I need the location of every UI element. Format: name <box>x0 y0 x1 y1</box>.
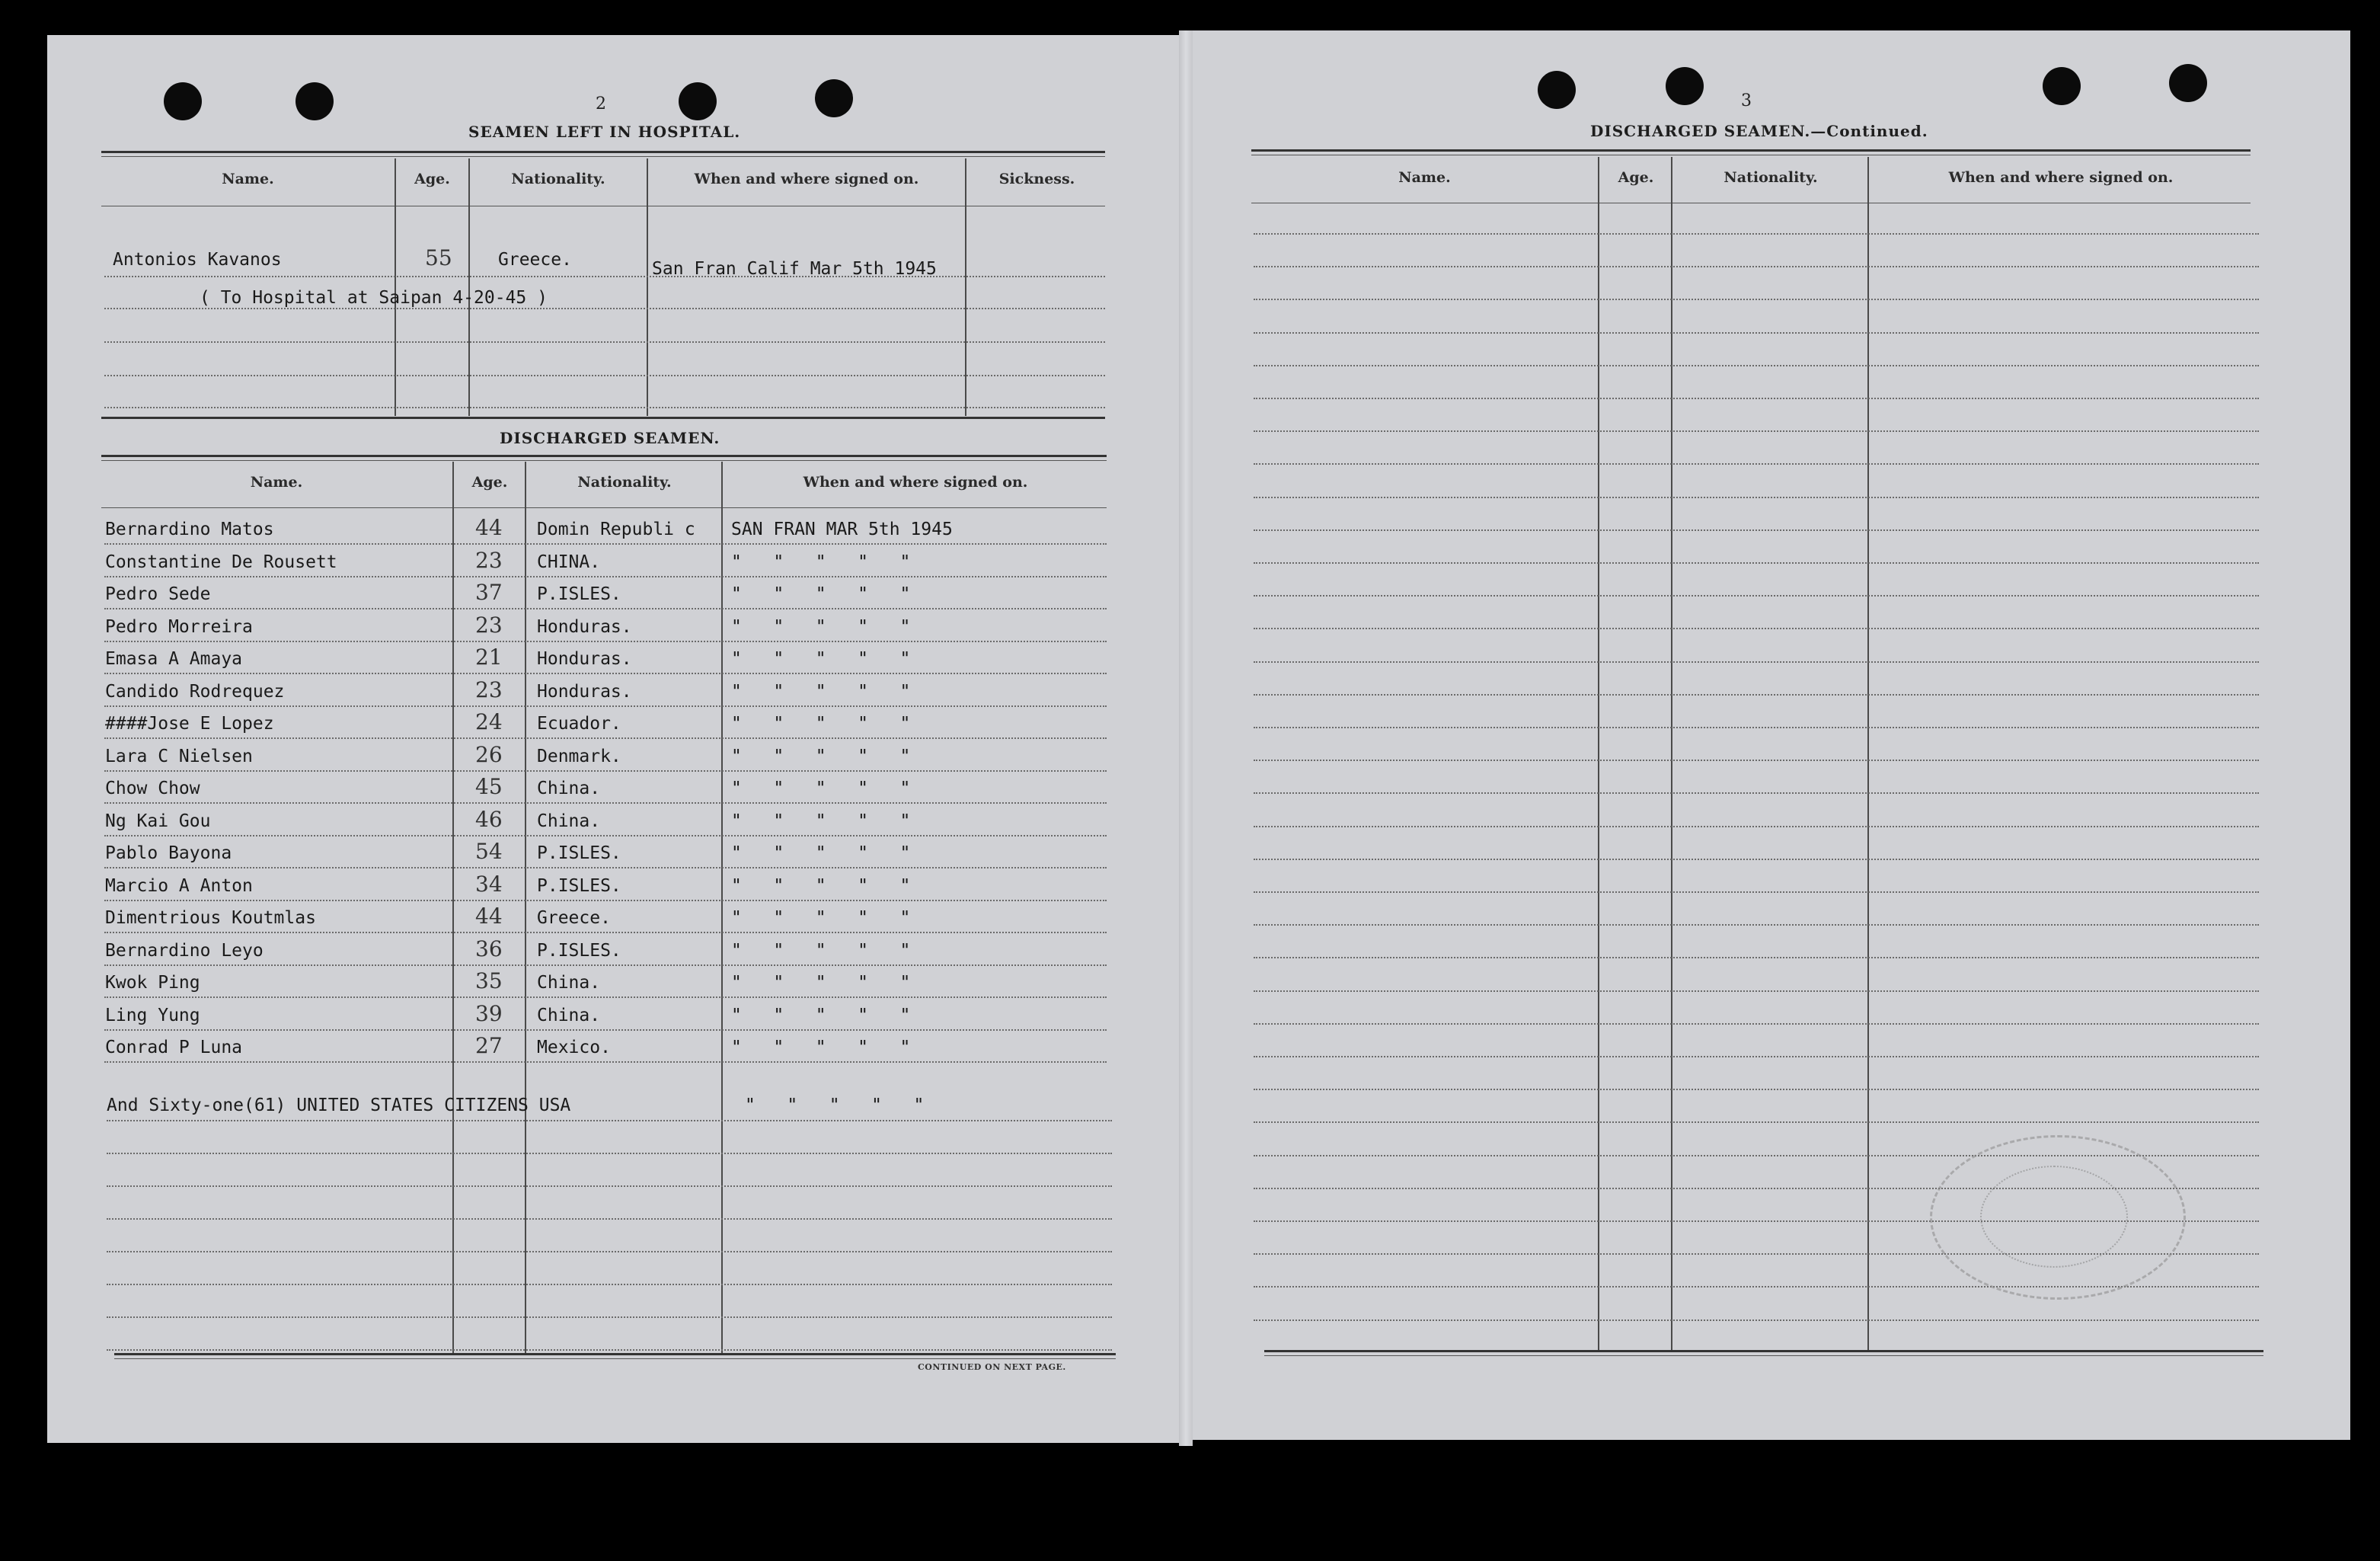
ruled-line <box>1254 529 2259 531</box>
discharged-nationality: P.ISLES. <box>537 940 621 961</box>
discharged-signed-on: " " " " " <box>731 584 911 604</box>
discharged-age: 39 <box>475 1000 503 1026</box>
rule <box>101 151 1105 153</box>
discharged-signed-on: " " " " " <box>731 746 911 766</box>
punch-hole <box>1666 67 1704 105</box>
discharged-nationality: P.ISLES. <box>537 875 621 896</box>
left-page <box>47 35 1188 1443</box>
discharged-signed-on: " " " " " <box>731 875 911 896</box>
discharged-name: Dimentrious Koutmlas <box>105 908 316 928</box>
rule <box>101 455 1107 457</box>
discharged-nationality: China. <box>537 1005 601 1025</box>
ruled-line <box>1254 859 2259 860</box>
ruled-line <box>104 543 1107 545</box>
column-divider <box>1671 157 1672 1351</box>
col-header-name: Name. <box>1398 169 1451 186</box>
discharged-nationality: Domin Republi c <box>537 520 695 539</box>
ruled-line <box>1254 233 2259 235</box>
ruled-line <box>104 641 1107 642</box>
discharged-nationality: P.ISLES. <box>537 843 621 863</box>
discharged-name: Pedro Sede <box>105 584 211 604</box>
discharged-name: Candido Rodrequez <box>105 681 285 702</box>
rule <box>1264 1355 2263 1356</box>
discharged-age: 37 <box>475 580 503 605</box>
discharged-name: Emasa A Amaya <box>105 649 243 669</box>
ruled-line <box>1254 299 2259 300</box>
ruled-line <box>104 407 1105 408</box>
ruled-line <box>107 1218 1112 1220</box>
hospital-nationality: Greece. <box>498 250 572 270</box>
ruled-line <box>1254 1089 2259 1090</box>
discharged-name: Pedro Morreira <box>105 616 253 637</box>
ruled-line <box>104 996 1107 998</box>
discharged-signed-on: " " " " " <box>731 973 911 993</box>
discharged-nationality: China. <box>537 779 601 798</box>
rule <box>101 460 1107 461</box>
ruled-line <box>1254 891 2259 893</box>
discharged-name: Bernardino Leyo <box>105 940 264 961</box>
discharged-nationality: Denmark. <box>537 746 621 766</box>
punch-hole <box>296 82 334 120</box>
discharged-name: Constantine De Rousett <box>105 552 337 572</box>
ruled-line <box>104 576 1107 577</box>
ruled-line <box>1254 1056 2259 1057</box>
page-fold <box>1179 30 1193 1446</box>
col-header-nationality: Nationality. <box>1724 169 1818 186</box>
ruled-line <box>104 705 1107 707</box>
ruled-line <box>107 1185 1112 1187</box>
discharged-age: 46 <box>475 806 503 832</box>
discharged-signed-on: " " " " " <box>731 843 911 863</box>
ruled-line <box>104 308 1105 309</box>
rule <box>1251 149 2251 152</box>
discharged-age: 45 <box>475 774 503 799</box>
discharged-age: 26 <box>475 741 503 767</box>
col-header-signed-on: When and where signed on. <box>1948 169 2174 186</box>
discharged-nationality: Honduras. <box>537 681 632 702</box>
discharged-signed-on: " " " " " <box>731 681 911 702</box>
ruled-line <box>104 932 1107 933</box>
discharged-signed-on: " " " " " <box>731 552 911 572</box>
ruled-line <box>1254 365 2259 366</box>
discharged-signed-on: " " " " " <box>731 649 911 669</box>
discharged-age: 24 <box>475 709 503 734</box>
rule <box>1264 1350 2263 1352</box>
punch-hole <box>679 82 717 120</box>
discharged-name: Marcio A Anton <box>105 875 253 896</box>
discharged-age: 23 <box>475 677 503 702</box>
column-divider <box>395 158 396 416</box>
ruled-line <box>1254 1319 2259 1321</box>
ruled-line <box>1254 628 2259 629</box>
column-divider <box>1598 157 1599 1351</box>
col-header-sickness: Sickness. <box>998 171 1075 187</box>
ruled-line <box>1254 990 2259 992</box>
rule <box>114 1353 1116 1355</box>
discharged-nationality: Mexico. <box>537 1038 611 1057</box>
ruled-line <box>1254 463 2259 465</box>
column-divider <box>452 462 454 1355</box>
ruled-line <box>1254 957 2259 958</box>
discharged-age: 44 <box>475 904 503 929</box>
col-header-signed-on: When and where signed on. <box>694 171 919 187</box>
discharged-signed-on: " " " " " <box>731 1038 911 1057</box>
col-header-age: Age. <box>1618 169 1654 186</box>
discharged-name: Bernardino Matos <box>105 520 274 539</box>
discharged-age: 54 <box>475 839 503 864</box>
hospital-note: ( To Hospital at Saipan 4-20-45 ) <box>200 288 548 308</box>
ruled-line <box>107 1120 1112 1121</box>
discharged-age: 23 <box>475 547 503 573</box>
ruled-line <box>104 770 1107 772</box>
ruled-line <box>104 737 1107 739</box>
left-page-number: 2 <box>596 94 606 114</box>
ruled-line <box>1254 595 2259 597</box>
ruled-line <box>104 867 1107 868</box>
discharged-signed-on: SAN FRAN MAR 5th 1945 <box>731 520 953 539</box>
discharged-signed-on: " " " " " <box>731 714 911 734</box>
ruled-line <box>104 276 1105 277</box>
ruled-line <box>107 1251 1112 1252</box>
col-header-age: Age. <box>471 474 508 491</box>
discharged-section-title: DISCHARGED SEAMEN. <box>500 429 720 447</box>
column-divider <box>965 158 966 416</box>
ruled-line <box>1254 792 2259 794</box>
hospital-signed-on: San Fran Calif Mar 5th 1945 <box>652 259 937 279</box>
discharged-name: Conrad P Luna <box>105 1038 243 1057</box>
ruled-line <box>104 341 1105 343</box>
ruled-line <box>1254 760 2259 761</box>
ruled-line <box>1254 497 2259 498</box>
right-section-title: DISCHARGED SEAMEN.—Continued. <box>1590 122 1928 140</box>
discharged-age: 44 <box>475 515 503 540</box>
ruled-line <box>104 1061 1107 1063</box>
discharged-signed-on: " " " " " <box>731 779 911 798</box>
punch-hole <box>2043 67 2081 105</box>
punch-hole <box>164 82 202 120</box>
ruled-line <box>1254 826 2259 827</box>
column-divider <box>721 462 723 1355</box>
col-header-name: Name. <box>222 171 274 187</box>
right-page-number: 3 <box>1741 91 1752 110</box>
punch-hole <box>1538 71 1576 109</box>
discharged-name: Kwok Ping <box>105 973 200 993</box>
discharged-name: Chow Chow <box>105 779 200 798</box>
discharged-name: Pablo Bayona <box>105 843 232 863</box>
ruled-line <box>1254 1023 2259 1025</box>
discharged-name: Ling Yung <box>105 1005 200 1025</box>
summary-marks: " " " " " <box>745 1096 925 1115</box>
hospital-name: Antonios Kavanos <box>113 250 282 270</box>
discharged-nationality: China. <box>537 973 601 993</box>
ruled-line <box>1254 332 2259 334</box>
ruled-line <box>104 608 1107 609</box>
ruled-line <box>104 900 1107 901</box>
continued-footer: CONTINUED ON NEXT PAGE. <box>918 1362 1066 1372</box>
punch-hole <box>2169 64 2207 102</box>
discharged-age: 27 <box>475 1033 503 1058</box>
ruled-line <box>1254 661 2259 663</box>
hospital-age: 55 <box>425 245 452 270</box>
col-header-name: Name. <box>250 474 303 491</box>
discharged-nationality: Ecuador. <box>537 714 621 734</box>
ruled-line <box>104 835 1107 836</box>
discharged-signed-on: " " " " " <box>731 616 911 637</box>
discharged-signed-on: " " " " " <box>731 1005 911 1025</box>
ruled-line <box>1254 1121 2259 1123</box>
discharged-signed-on: " " " " " <box>731 940 911 961</box>
ruled-line <box>1254 694 2259 696</box>
ruled-line <box>1254 924 2259 926</box>
ruled-line <box>107 1349 1112 1351</box>
rule <box>101 156 1105 157</box>
column-divider <box>525 462 526 1355</box>
punch-hole <box>815 79 853 117</box>
ruled-line <box>104 1029 1107 1031</box>
discharged-nationality: Honduras. <box>537 616 632 637</box>
ruled-line <box>104 673 1107 674</box>
ruled-line <box>107 1316 1112 1318</box>
discharged-nationality: P.ISLES. <box>537 584 621 604</box>
ruled-line <box>1254 727 2259 728</box>
discharged-age: 34 <box>475 871 503 897</box>
ruled-line <box>107 1284 1112 1285</box>
discharged-nationality: Honduras. <box>537 649 632 669</box>
discharged-name: Ng Kai Gou <box>105 811 211 831</box>
ruled-line <box>1254 430 2259 432</box>
column-divider <box>647 158 648 416</box>
col-header-age: Age. <box>414 171 450 187</box>
ruled-line <box>1254 266 2259 267</box>
discharged-nationality: CHINA. <box>537 552 601 572</box>
rule <box>101 507 1107 508</box>
discharged-nationality: Greece. <box>537 908 611 928</box>
discharged-age: 23 <box>475 612 503 638</box>
discharged-signed-on: " " " " " <box>731 908 911 928</box>
ruled-line <box>1254 398 2259 399</box>
column-divider <box>468 158 470 416</box>
ruled-line <box>104 964 1107 966</box>
hospital-section-title: SEAMEN LEFT IN HOSPITAL. <box>468 123 741 141</box>
summary-line: And Sixty-one(61) UNITED STATES CITIZENS USA <box>107 1096 571 1115</box>
rule <box>114 1358 1116 1359</box>
discharged-age: 21 <box>475 645 503 670</box>
official-stamp <box>1980 1166 2128 1268</box>
discharged-signed-on: " " " " " <box>731 811 911 831</box>
ruled-line <box>104 802 1107 804</box>
ruled-line <box>1254 562 2259 564</box>
discharged-age: 36 <box>475 936 503 961</box>
ruled-line <box>107 1153 1112 1154</box>
column-divider <box>1867 157 1869 1351</box>
col-header-nationality: Nationality. <box>577 474 672 491</box>
rule <box>101 417 1105 419</box>
col-header-nationality: Nationality. <box>511 171 605 187</box>
discharged-age: 35 <box>475 968 503 993</box>
discharged-name: Lara C Nielsen <box>105 746 253 766</box>
ruled-line <box>104 375 1105 376</box>
discharged-nationality: China. <box>537 811 601 831</box>
col-header-signed-on: When and where signed on. <box>803 474 1028 491</box>
discharged-name: ####Jose E Lopez <box>105 714 274 734</box>
